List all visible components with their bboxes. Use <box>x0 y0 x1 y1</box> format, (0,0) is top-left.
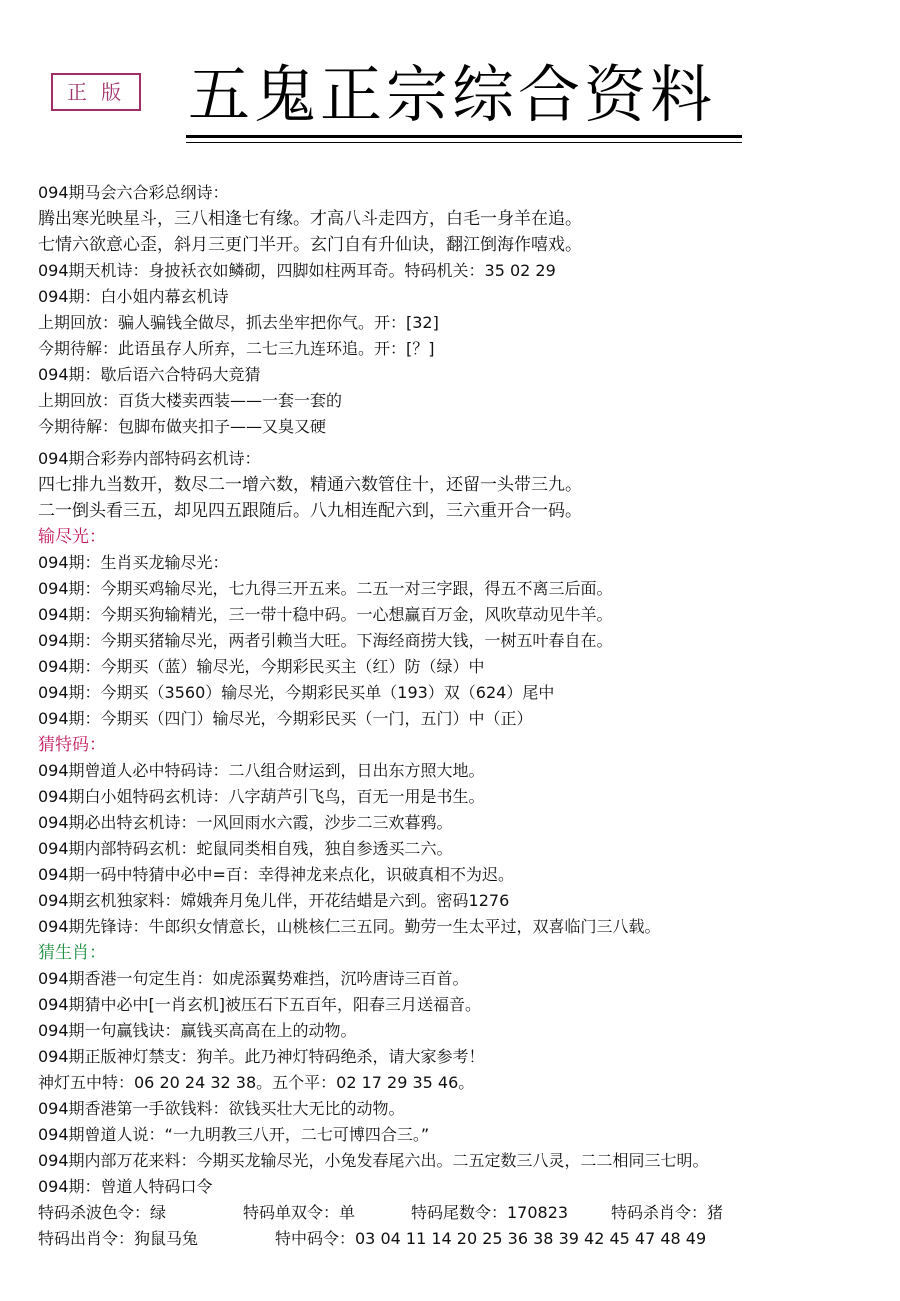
text-line: 094期：曾道人特码口令 <box>38 1177 213 1196</box>
poem-block <box>38 180 888 440</box>
text-line: 094期香港第一手欲钱料：欲钱买壮大无比的动物。 <box>38 1099 405 1118</box>
text-line: 094期曾道人说：“一九明教三八开，二七可博四合三。” <box>38 1125 430 1144</box>
content-body <box>38 180 888 1252</box>
text-line: 094期一码中特猜中必中=百：幸得神龙来点化，识破真相不为迟。 <box>38 865 514 884</box>
internal-code-block <box>38 446 888 524</box>
text-line: 094期：今期买（蓝）输尽光，今期彩民买主（红）防（绿）中 <box>38 657 485 676</box>
section-temi <box>38 732 888 940</box>
text-line: 094期正版神灯禁支：狗羊。此乃神灯特码绝杀，请大家参考！ <box>38 1047 485 1066</box>
text-line: 094期一句赢钱诀：赢钱买高高在上的动物。 <box>38 1021 357 1040</box>
text-line: 今期待解：此语虽存人所弃，二七三九连环追。开：[？] <box>38 339 435 358</box>
command-item: 特码杀波色令：绿 <box>38 1203 167 1222</box>
text-line: 二一倒头看三五，却见四五跟随后。八九相连配六到，三六重开合一码。 <box>38 501 582 521</box>
command-row <box>38 1200 888 1226</box>
text-line: 094期猜中必中[一肖玄机]被压石下五百年，阳春三月送福音。 <box>38 995 482 1014</box>
text-line: 094期香港一句定生肖：如虎添翼势难挡，沉吟唐诗三百首。 <box>38 969 469 988</box>
text-line: 七情六欲意心歪，斜月三更门半开。玄门自有升仙诀，翻江倒海作嘻戏。 <box>38 235 582 255</box>
command-block <box>38 1200 888 1252</box>
text-line: 094期先锋诗：牛郎织女情意长，山桃核仁三五同。勤劳一生太平过，双喜临门三八载。 <box>38 917 661 936</box>
text-line: 腾出寒光映星斗，三八相逢七有缘。才高八斗走四方，白毛一身羊在追。 <box>38 209 582 229</box>
text-line: 神灯五中特：06 20 24 32 38。五个平：02 17 29 35 46。 <box>38 1073 475 1092</box>
text-line: 094期必出特玄机诗：一风回雨水六霞，沙步二三欢暮鸦。 <box>38 813 453 832</box>
text-line: 094期：今期买狗输精光，三一带十稳中码。一心想赢百万金，风吹草动见牛羊。 <box>38 605 613 624</box>
title-underline-thin <box>186 142 742 143</box>
command-row <box>38 1226 888 1252</box>
text-line: 四七排九当数开，数尽二一增六数，精通六数管住十，还留一头带三九。 <box>38 475 582 495</box>
text-line: 094期：歇后语六合特码大竞猜 <box>38 365 261 384</box>
section-heading: 猜生肖： <box>38 943 106 963</box>
text-line: 094期：今期买（3560）输尽光，今期彩民买单（193）双（624）尾中 <box>38 683 555 702</box>
text-line: 094期合彩券内部特码玄机诗： <box>38 449 261 468</box>
text-line: 上期回放：百货大楼卖西装——一套一套的 <box>38 391 343 410</box>
edition-badge: 正 版 <box>51 73 141 111</box>
text-line: 094期天机诗：身披袄衣如鳞砌，四脚如柱两耳奇。特码机关：35 02 29 <box>38 261 556 280</box>
command-item: 特码杀肖令：猪 <box>611 1203 724 1222</box>
text-line: 上期回放：骗人骗钱全做尽，抓去坐牢把你气。开：[32] <box>38 313 439 332</box>
text-line: 094期：生肖买龙输尽光： <box>38 553 229 572</box>
text-line: 094期：今期买（四门）输尽光，今期彩民买（一门，五门）中（正） <box>38 709 533 728</box>
command-item: 特码单双令：单 <box>243 1203 356 1222</box>
text-line: 094期：今期买猪输尽光，两者引赖当大旺。下海经商捞大钱，一树五叶春自在。 <box>38 631 613 650</box>
text-line: 094期马会六合彩总纲诗： <box>38 183 229 202</box>
section-heading: 输尽光： <box>38 527 106 547</box>
command-item: 特中码令：03 04 11 14 20 25 36 38 39 42 45 47 48 49 <box>275 1229 707 1248</box>
page-title: 五鬼正宗综合资料 <box>188 58 717 131</box>
text-line: 094期：白小姐内幕玄机诗 <box>38 287 229 306</box>
command-item: 特码尾数令：170823 <box>411 1203 569 1222</box>
text-line: 094期曾道人必中特码诗：二八组合财运到，日出东方照大地。 <box>38 761 485 780</box>
text-line: 094期：今期买鸡输尽光，七九得三开五来。二五一对三字跟，得五不离三后面。 <box>38 579 613 598</box>
section-shengxiao <box>38 940 888 1200</box>
text-line: 094期白小姐特码玄机诗：八字葫芦引飞鸟，百无一用是书生。 <box>38 787 485 806</box>
section-shujin <box>38 524 888 732</box>
title-underline-thick <box>186 135 742 138</box>
text-line: 094期内部特码玄机：蛇鼠同类相自残，独自参透买二六。 <box>38 839 453 858</box>
text-line: 094期玄机独家料：嫦娥奔月兔儿伴，开花结蜡是六到。密码1276 <box>38 891 510 910</box>
section-heading: 猜特码： <box>38 735 106 755</box>
command-item: 特码出肖令：狗鼠马兔 <box>38 1229 199 1248</box>
text-line: 094期内部万花来料：今期买龙输尽光，小兔发春尾六出。二五定数三八灵，二二相同三七明。 <box>38 1151 709 1170</box>
text-line: 今期待解：包脚布做夹扣子——又臭又硬 <box>38 417 327 436</box>
